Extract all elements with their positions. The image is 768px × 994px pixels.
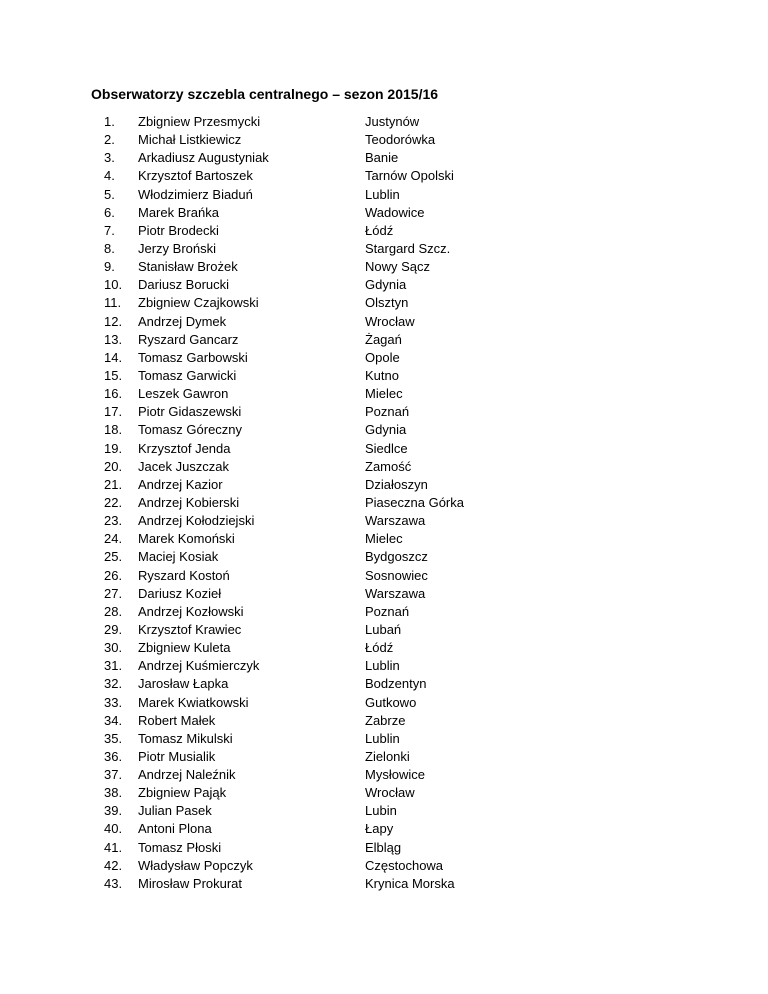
observer-name: Andrzej Kobierski <box>138 494 240 510</box>
observer-city: Sosnowiec <box>365 567 428 583</box>
observer-city: Tarnów Opolski <box>365 168 454 184</box>
observer-city: Elbląg <box>365 839 402 855</box>
observer-name: Robert Małek <box>138 712 216 728</box>
observer-name: Zbigniew Przesmycki <box>138 114 261 129</box>
list-item <box>0 294 768 312</box>
list-item-number: 12. <box>104 313 123 329</box>
observer-name: Jarosław Łapka <box>138 676 229 692</box>
list-item-number: 43. <box>104 875 123 891</box>
observer-name: Jacek Juszczak <box>138 458 230 474</box>
list-item <box>0 222 768 240</box>
observer-city: Gdynia <box>365 277 407 293</box>
observer-name: Andrzej Naleźnik <box>138 767 236 783</box>
observer-name: Arkadiusz Augustyniak <box>138 150 269 166</box>
list-item-number: 17. <box>104 404 123 420</box>
list-item <box>0 458 768 476</box>
list-item-number: 28. <box>104 603 123 619</box>
observer-city: Bodzentyn <box>365 676 427 692</box>
list-item <box>0 675 768 693</box>
observer-name: Dariusz Borucki <box>138 277 230 293</box>
observer-city: Piaseczna Górka <box>365 494 464 510</box>
observer-city: Poznań <box>365 603 410 619</box>
list-item-number: 6. <box>104 204 115 220</box>
list-item <box>0 820 768 838</box>
list-item <box>0 313 768 331</box>
list-item-number: 42. <box>104 857 123 873</box>
list-item-number: 4. <box>104 168 115 184</box>
observer-city: Działoszyn <box>365 476 428 492</box>
observer-city: Krynica Morska <box>365 875 455 891</box>
observer-name: Tomasz Mikulski <box>138 730 233 746</box>
list-item <box>0 857 768 875</box>
observer-name: Tomasz Garbowski <box>138 349 248 365</box>
list-item-number: 22. <box>104 494 123 510</box>
observer-city: Siedlce <box>365 440 408 456</box>
observer-city: Kutno <box>365 367 399 383</box>
observer-city: Gdynia <box>365 422 407 438</box>
observer-city: Teodorówka <box>365 132 436 148</box>
observer-city: Mysłowice <box>365 767 425 783</box>
observer-name: Ryszard Gancarz <box>138 331 239 347</box>
list-item-number: 9. <box>104 259 115 275</box>
observer-name: Julian Pasek <box>138 803 212 819</box>
observer-city: Zabrze <box>365 712 406 728</box>
list-item-number: 5. <box>104 186 115 202</box>
observer-city: Olsztyn <box>365 295 409 311</box>
observer-city: Zamość <box>365 458 412 474</box>
list-item <box>0 712 768 730</box>
observer-name: Andrzej Kołodziejski <box>138 513 255 529</box>
observer-name: Marek Brańka <box>138 204 219 220</box>
list-item-number: 29. <box>104 621 123 637</box>
list-item-number: 26. <box>104 567 123 583</box>
observer-list <box>0 113 768 893</box>
list-item <box>0 639 768 657</box>
list-item <box>0 802 768 820</box>
observer-city: Lublin <box>365 658 400 674</box>
list-item <box>0 548 768 566</box>
page-title: Obserwatorzy szczebla centralnego – sezon 2015/16 <box>91 86 439 102</box>
list-item-number: 35. <box>104 730 123 746</box>
list-item <box>0 875 768 893</box>
observer-name: Władysław Popczyk <box>138 857 253 873</box>
observer-name: Piotr Brodecki <box>138 222 219 238</box>
list-item-number: 2. <box>104 132 115 148</box>
list-item <box>0 349 768 367</box>
observer-name: Krzysztof Krawiec <box>138 621 242 637</box>
list-item <box>0 748 768 766</box>
observer-name: Andrzej Kozłowski <box>138 603 244 619</box>
list-item-number: 36. <box>104 748 123 764</box>
list-item-number: 32. <box>104 676 123 692</box>
list-item-number: 11. <box>104 295 122 311</box>
list-item <box>0 476 768 494</box>
observer-city: Mielec <box>365 531 403 547</box>
observer-city: Stargard Szcz. <box>365 240 451 256</box>
observer-city: Poznań <box>365 404 410 420</box>
list-item-number: 27. <box>104 585 123 601</box>
observer-city: Warszawa <box>365 585 426 601</box>
list-item-number: 24. <box>104 531 123 547</box>
list-item-number: 33. <box>104 694 123 710</box>
observer-city: Lubań <box>365 621 402 637</box>
list-item-number: 16. <box>104 386 123 402</box>
list-item-number: 13. <box>104 331 123 347</box>
observer-city: Wrocław <box>365 313 415 329</box>
list-item-number: 37. <box>104 767 123 783</box>
list-item <box>0 530 768 548</box>
list-item <box>0 113 768 131</box>
list-item-number: 8. <box>104 240 115 256</box>
observer-city: Nowy Sącz <box>365 259 431 275</box>
list-item-number: 14. <box>104 349 123 365</box>
observer-city: Lublin <box>365 730 400 746</box>
list-item <box>0 403 768 421</box>
list-item <box>0 167 768 185</box>
list-item <box>0 730 768 748</box>
observer-name: Piotr Gidaszewski <box>138 404 242 420</box>
observer-name: Andrzej Kuśmierczyk <box>138 658 260 674</box>
observer-city: Żagań <box>365 331 402 347</box>
list-item-number: 7. <box>104 222 115 238</box>
list-item-number: 19. <box>104 440 123 456</box>
list-item <box>0 766 768 784</box>
observer-name: Piotr Musialik <box>138 748 216 764</box>
observer-name: Jerzy Broński <box>138 240 217 256</box>
observer-city: Wadowice <box>365 204 425 220</box>
observer-name: Tomasz Garwicki <box>138 367 237 383</box>
list-item <box>0 131 768 149</box>
observer-name: Andrzej Kazior <box>138 476 223 492</box>
list-item <box>0 276 768 294</box>
observer-city: Gutkowo <box>365 694 417 710</box>
observer-name: Włodzimierz Biaduń <box>138 186 253 202</box>
observer-name: Krzysztof Jenda <box>138 440 231 456</box>
list-item-number: 15. <box>104 367 123 383</box>
observer-name: Mirosław Prokurat <box>138 875 243 891</box>
observer-city: Wrocław <box>365 785 415 801</box>
observer-city: Łódź <box>365 222 394 238</box>
list-item-number: 21. <box>104 476 123 492</box>
observer-name: Andrzej Dymek <box>138 313 227 329</box>
list-item-number: 34. <box>104 712 123 728</box>
list-item-number: 31. <box>104 658 123 674</box>
list-item <box>0 258 768 276</box>
observer-city: Łapy <box>365 821 394 837</box>
observer-name: Zbigniew Czajkowski <box>138 295 259 311</box>
observer-name: Tomasz Góreczny <box>138 422 243 438</box>
list-item-number: 25. <box>104 549 123 565</box>
observer-city: Łódź <box>365 640 394 656</box>
observer-name: Marek Kwiatkowski <box>138 694 249 710</box>
list-item <box>0 149 768 167</box>
observer-city: Mielec <box>365 386 403 402</box>
observer-name: Stanisław Brożek <box>138 259 238 275</box>
observer-name: Dariusz Kozieł <box>138 585 222 601</box>
list-item <box>0 657 768 675</box>
observer-city: Częstochowa <box>365 857 444 873</box>
list-item <box>0 839 768 857</box>
list-item <box>0 512 768 530</box>
list-item <box>0 240 768 258</box>
observer-name: Marek Komoński <box>138 531 235 547</box>
list-item <box>0 494 768 512</box>
observer-name: Zbigniew Kuleta <box>138 640 231 656</box>
list-item-number: 40. <box>104 821 123 837</box>
list-item <box>0 694 768 712</box>
list-item <box>0 385 768 403</box>
list-item-number: 1. <box>104 114 115 129</box>
observer-city: Lubin <box>365 803 397 819</box>
list-item-number: 38. <box>104 785 123 801</box>
observer-city: Zielonki <box>365 748 410 764</box>
list-item-number: 23. <box>104 513 123 529</box>
observer-city: Opole <box>365 349 400 365</box>
list-item <box>0 567 768 585</box>
list-item <box>0 421 768 439</box>
list-item <box>0 367 768 385</box>
list-item-number: 41. <box>104 839 123 855</box>
list-item-number: 30. <box>104 640 123 656</box>
observer-name: Michał Listkiewicz <box>138 132 242 148</box>
list-item <box>0 204 768 222</box>
observer-name: Leszek Gawron <box>138 386 229 402</box>
observer-name: Maciej Kosiak <box>138 549 219 565</box>
observer-city: Banie <box>365 150 399 166</box>
observer-name: Zbigniew Pająk <box>138 785 227 801</box>
list-item <box>0 331 768 349</box>
list-item <box>0 784 768 802</box>
observer-city: Justynów <box>365 114 420 129</box>
observer-name: Antoni Plona <box>138 821 212 837</box>
list-item-number: 3. <box>104 150 115 166</box>
observer-city: Warszawa <box>365 513 426 529</box>
list-item <box>0 186 768 204</box>
observer-city: Lublin <box>365 186 400 202</box>
list-item <box>0 621 768 639</box>
list-item <box>0 440 768 458</box>
observer-name: Tomasz Płoski <box>138 839 222 855</box>
list-item <box>0 585 768 603</box>
list-item-number: 20. <box>104 458 123 474</box>
observer-city: Bydgoszcz <box>365 549 428 565</box>
list-item-number: 39. <box>104 803 123 819</box>
list-item-number: 10. <box>104 277 123 293</box>
list-item-number: 18. <box>104 422 123 438</box>
observer-name: Krzysztof Bartoszek <box>138 168 253 184</box>
observer-name: Ryszard Kostoń <box>138 567 230 583</box>
list-item <box>0 603 768 621</box>
